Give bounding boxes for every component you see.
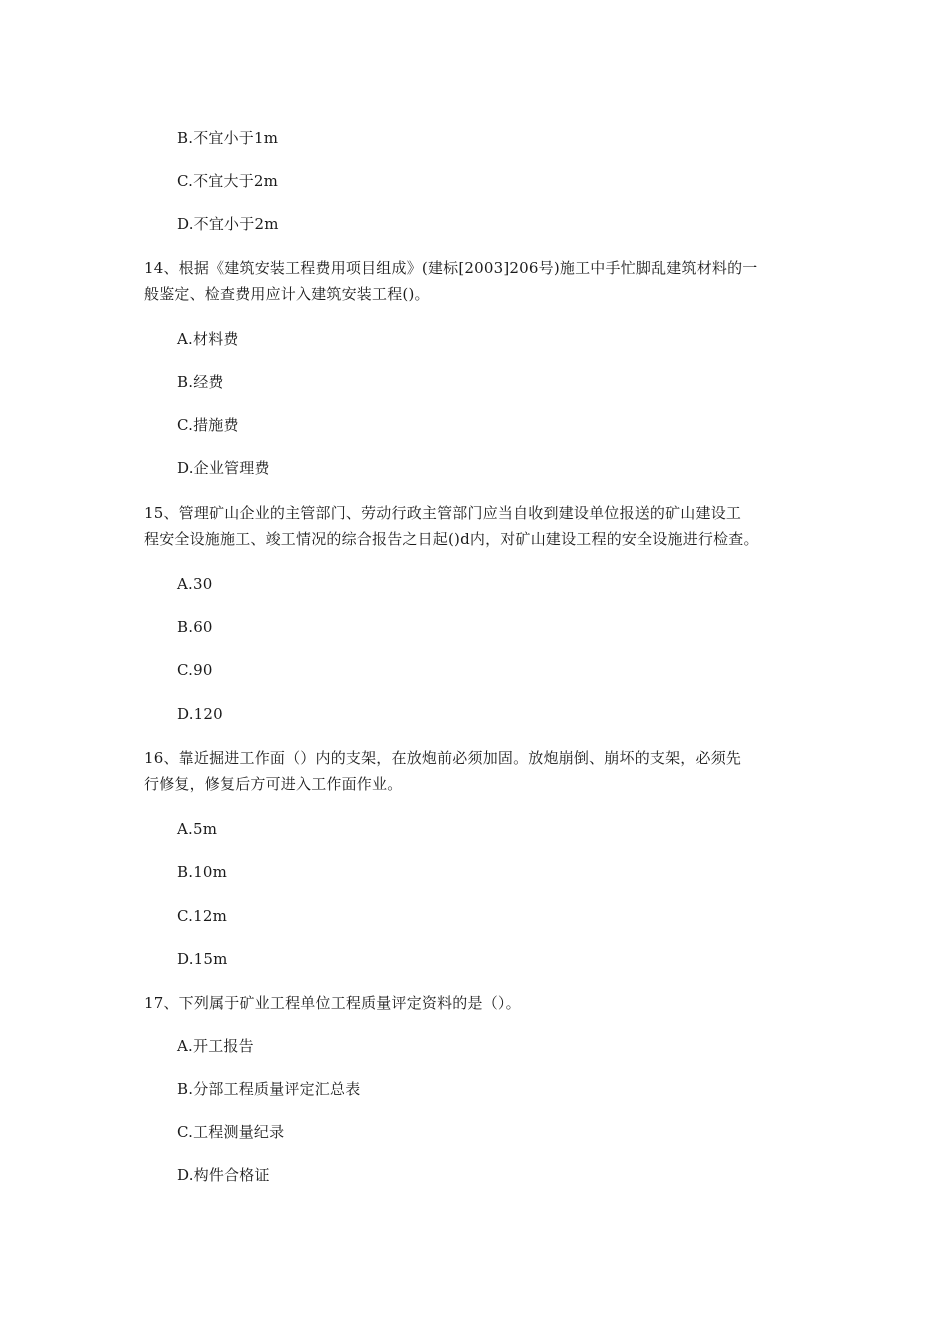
q15-option-c: C.90: [177, 661, 213, 679]
q15-stem: [144, 503, 759, 549]
q16-option-d: D.15m: [177, 950, 228, 968]
q15-option-d: D.120: [177, 705, 223, 723]
q17-option-c: C.工程测量纪录: [177, 1123, 285, 1141]
q15-stem-line2: 程安全设施施工、竣工情况的综合报告之日起()d内，对矿山建设工程的安全设施进行检查。: [144, 530, 759, 548]
q16-stem: [144, 748, 741, 794]
q14-option-a: A.材料费: [177, 330, 239, 348]
q16-option-c: C.12m: [177, 907, 228, 925]
q14-option-c: C.措施费: [177, 416, 239, 434]
q17-option-b: B.分部工程质量评定汇总表: [177, 1080, 361, 1098]
q13-option-b: B.不宜小于1m: [177, 129, 279, 147]
q17-option-a: A.开工报告: [177, 1037, 254, 1055]
q16-stem-line2: 行修复，修复后方可进入工作面作业。: [144, 775, 403, 793]
q16-option-b: B.10m: [177, 863, 228, 881]
q17-stem: 17、下列属于矿业工程单位工程质量评定资料的是（）。: [144, 994, 521, 1012]
q15-option-b: B.60: [177, 618, 213, 636]
q17-option-d: D.构件合格证: [177, 1166, 270, 1184]
q15-option-a: A.30: [177, 575, 213, 593]
q14-stem-line1: 14、根据《建筑安装工程费用项目组成》(建标[2003]206号)施工中手忙脚乱建筑材料的一: [144, 259, 758, 277]
q14-option-b: B.经费: [177, 373, 224, 391]
q15-stem-line1: 15、管理矿山企业的主管部门、劳动行政主管部门应当自收到建设单位报送的矿山建设工: [144, 504, 742, 522]
q13-option-c: C.不宜大于2m: [177, 172, 279, 190]
q14-option-d: D.企业管理费: [177, 459, 270, 477]
q16-option-a: A.5m: [177, 820, 218, 838]
q16-stem-line1: 16、靠近掘进工作面（）内的支架，在放炮前必须加固。放炮崩倒、崩坏的支架，必须先: [144, 749, 742, 767]
q14-stem: [144, 258, 758, 304]
q14-stem-line2: 般鉴定、检查费用应计入建筑安装工程()。: [144, 285, 430, 303]
q13-option-d: D.不宜小于2m: [177, 215, 279, 233]
